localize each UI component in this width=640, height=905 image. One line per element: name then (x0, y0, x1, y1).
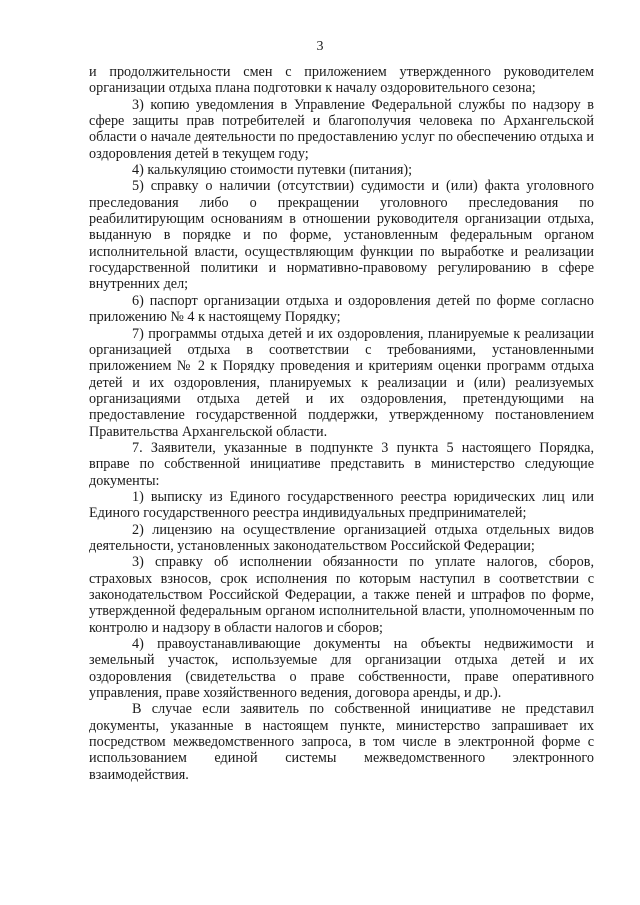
paragraph-item-6: 6) паспорт организации отдыха и оздоровления детей по форме согласно приложению № 4 к настоящему Порядку; (89, 292, 594, 326)
paragraph-subitem-3: 3) справку об исполнении обязанности по уплате налогов, сборов, страховых взносов, срок исполнения по которым наступил в соответствии с законодательством Российской Федерации, а также пеней и штрафов по форме, утвержденной федеральным органом исполнительной власти, уполномоченным по контролю и надзору в области налогов и сборов; (89, 554, 594, 636)
paragraph-closing: В случае если заявитель по собственной инициативе не представил документы, указанные в настоящем пункте, министерство запрашивает их посредством межведомственного запроса, в том числе в электронной форме с использованием единой системы межведомственного электронного взаимодействия. (89, 701, 594, 783)
paragraph-continuation: и продолжительности смен с приложением утвержденного руководителем организации отдыха плана подготовки к началу оздоровительного сезона; (89, 64, 594, 97)
paragraph-subitem-2: 2) лицензию на осуществление организацией отдыха отдельных видов деятельности, установленных законодательством Российской Федерации; (89, 521, 594, 554)
document-body (89, 64, 594, 783)
paragraph-item-7: 7) программы отдыха детей и их оздоровления, планируемые к реализации организацией отдыха в соответствии с требованиями, установленными приложением № 2 к Порядку проведения и критериям оценки программ отдыха детей и их оздоровления, планируемых к реализации и (или) реализуемых организациями отдыха детей и их оздоровления, претендующими на предоставление государственной поддержки, утвержденному постановлением Правительства Архангельской области. (89, 325, 594, 440)
paragraph-clause-7: 7. Заявители, указанные в подпункте 3 пункта 5 настоящего Порядка, вправе по собственной инициативе представить в министерство следующие документы: (89, 439, 594, 489)
paragraph-item-4: 4) калькуляцию стоимости путевки (питания); (132, 162, 413, 179)
paragraph-subitem-4: 4) правоустанавливающие документы на объекты недвижимости и земельный участок, используемые для организации отдыха детей и их оздоровления (свидетельства о праве собственности, праве оперативного управления, праве хозяйственного ведения, договора аренды, и др.). (89, 636, 594, 702)
paragraph-subitem-1: 1) выписку из Единого государственного реестра юридических лиц или Единого государственного реестра индивидуальных предпринимателей; (89, 488, 594, 522)
page-number: 3 (316, 39, 324, 54)
paragraph-item-5: 5) справку о наличии (отсутствии) судимости и (или) факта уголовного преследования либо о прекращении уголовного преследования по реабилитирующим основаниям в отношении руководителя организации отдыха, выданную в порядке и по форме, установленным федеральным органом исполнительной власти, осуществляющим функции по выработке и реализации государственной политики и нормативно-правовому регулированию в сфере внутренних дел; (89, 178, 594, 293)
paragraph-item-3: 3) копию уведомления в Управление Федеральной службы по надзору в сфере защиты прав потребителей и благополучия человека по Архангельской области о начале деятельности по предоставлению услуг по обеспечению отдыха и оздоровления детей в текущем году; (89, 96, 594, 162)
